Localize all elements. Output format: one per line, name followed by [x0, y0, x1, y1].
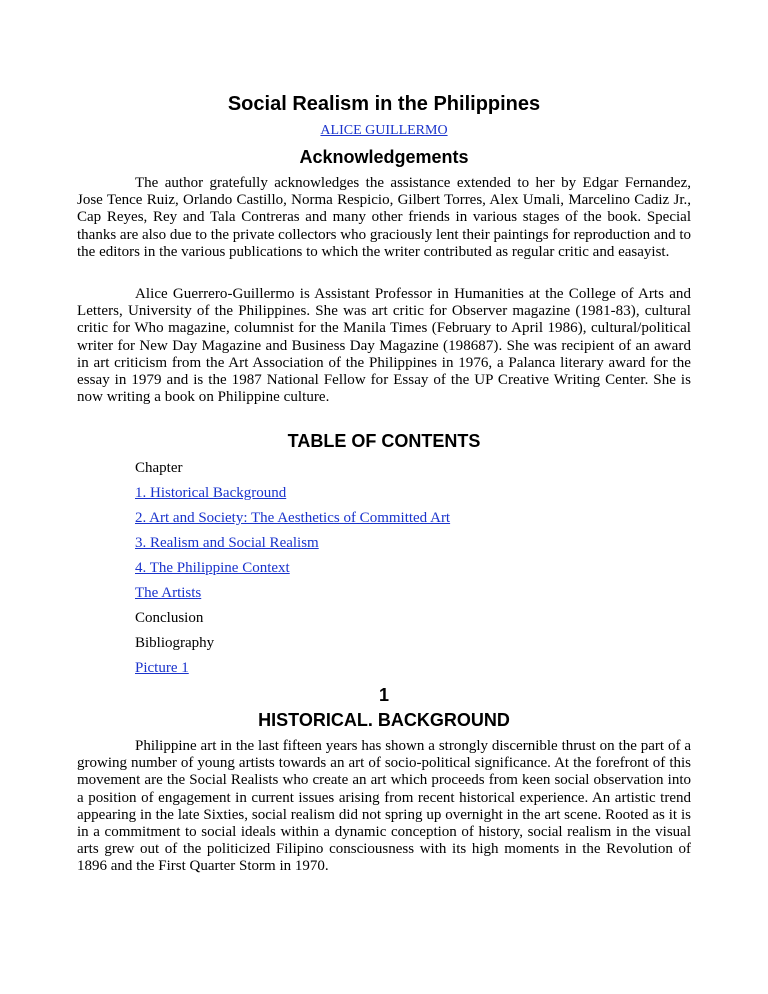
toc-link[interactable]: 1. Historical Background [135, 485, 287, 501]
toc-link[interactable]: 4. The Philippine Context [135, 560, 290, 576]
author-bio-paragraph: Alice Guerrero-Guillermo is Assistant Professor in Humanities at the College of Arts and Letters, University of the Philippines. She was art critic for Observer magazine (1981-83), cultural critic for Who magazine, columnist for the Manila Times (February to April 1986), cultural/political writer for New Day Magazine and Business Day Magazine (198687). She was recipient of an award in art criticism from the Art Association of the Philippines in 1976, a Palanca literary award for the essay in 1979 and is the 1987 National Fellow for Essay of the UP Creative Writing Center. She is now writing a book on Philippine culture. [77, 286, 691, 406]
chapter-number: 1 [378, 685, 389, 705]
toc-item-picture-1 [135, 659, 450, 684]
toc-heading: TABLE OF CONTENTS [287, 431, 481, 451]
chapter-heading: HISTORICAL. BACKGROUND [258, 710, 510, 730]
toc-item-bibliography [135, 634, 450, 659]
author-line [77, 122, 691, 139]
toc-item-art-and-society [135, 509, 450, 534]
toc-list [135, 459, 450, 684]
toc-link[interactable]: The Artists [135, 585, 202, 601]
toc-label: Conclusion [135, 610, 204, 626]
toc-item-realism [135, 534, 450, 559]
toc-link[interactable]: 3. Realism and Social Realism [135, 535, 319, 551]
toc-label: Chapter [135, 460, 183, 476]
toc-item-conclusion [135, 609, 450, 634]
toc-item-historical-background [135, 484, 450, 509]
document-title: Social Realism in the Philippines [227, 93, 541, 115]
toc-link[interactable]: 2. Art and Society: The Aesthetics of Committed Art [135, 510, 451, 526]
toc-item-philippine-context [135, 559, 450, 584]
author-link[interactable]: ALICE GUILLERMO [320, 123, 448, 138]
toc-item-the-artists [135, 584, 450, 609]
chapter-paragraph: Philippine art in the last fifteen years has shown a strongly discernible thrust on the part of a growing number of young artists towards an art of socio-political significance. At the forefront of this movement are the Social Realists who create an art which proceeds from keen social observation into a position of engagement in current issues arising from recent historical experience. An artistic trend appearing in the late Sixties, social realism did not spring up overnight in the art scene. Rooted as it is in a commitment to social ideals within a dynamic conception of history, social realism in the visual arts grew out of the politicized Filipino consciousness with its high moments in the Revolution of 1896 and the First Quarter Storm in 1970. [77, 738, 691, 875]
toc-item-chapter [135, 459, 450, 484]
acknowledgements-heading: Acknowledgements [299, 147, 469, 167]
acknowledgements-paragraph: The author gratefully acknowledges the assistance extended to her by Edgar Fernandez, Jose Tence Ruiz, Orlando Castillo, Norma Respicio, Gilbert Torres, Alex Umali, Marcelino Cadiz Jr., Cap Reyes, Rey and Tala Contreras and many other friends in various stages of the book. Special thanks are also due to the private collectors who graciously lent their paintings for reproduction and to the editors in the various publications to which the writer contributed as regular critic and easayist. [77, 175, 691, 260]
toc-label: Bibliography [135, 635, 215, 651]
toc-link[interactable]: Picture 1 [135, 660, 189, 676]
